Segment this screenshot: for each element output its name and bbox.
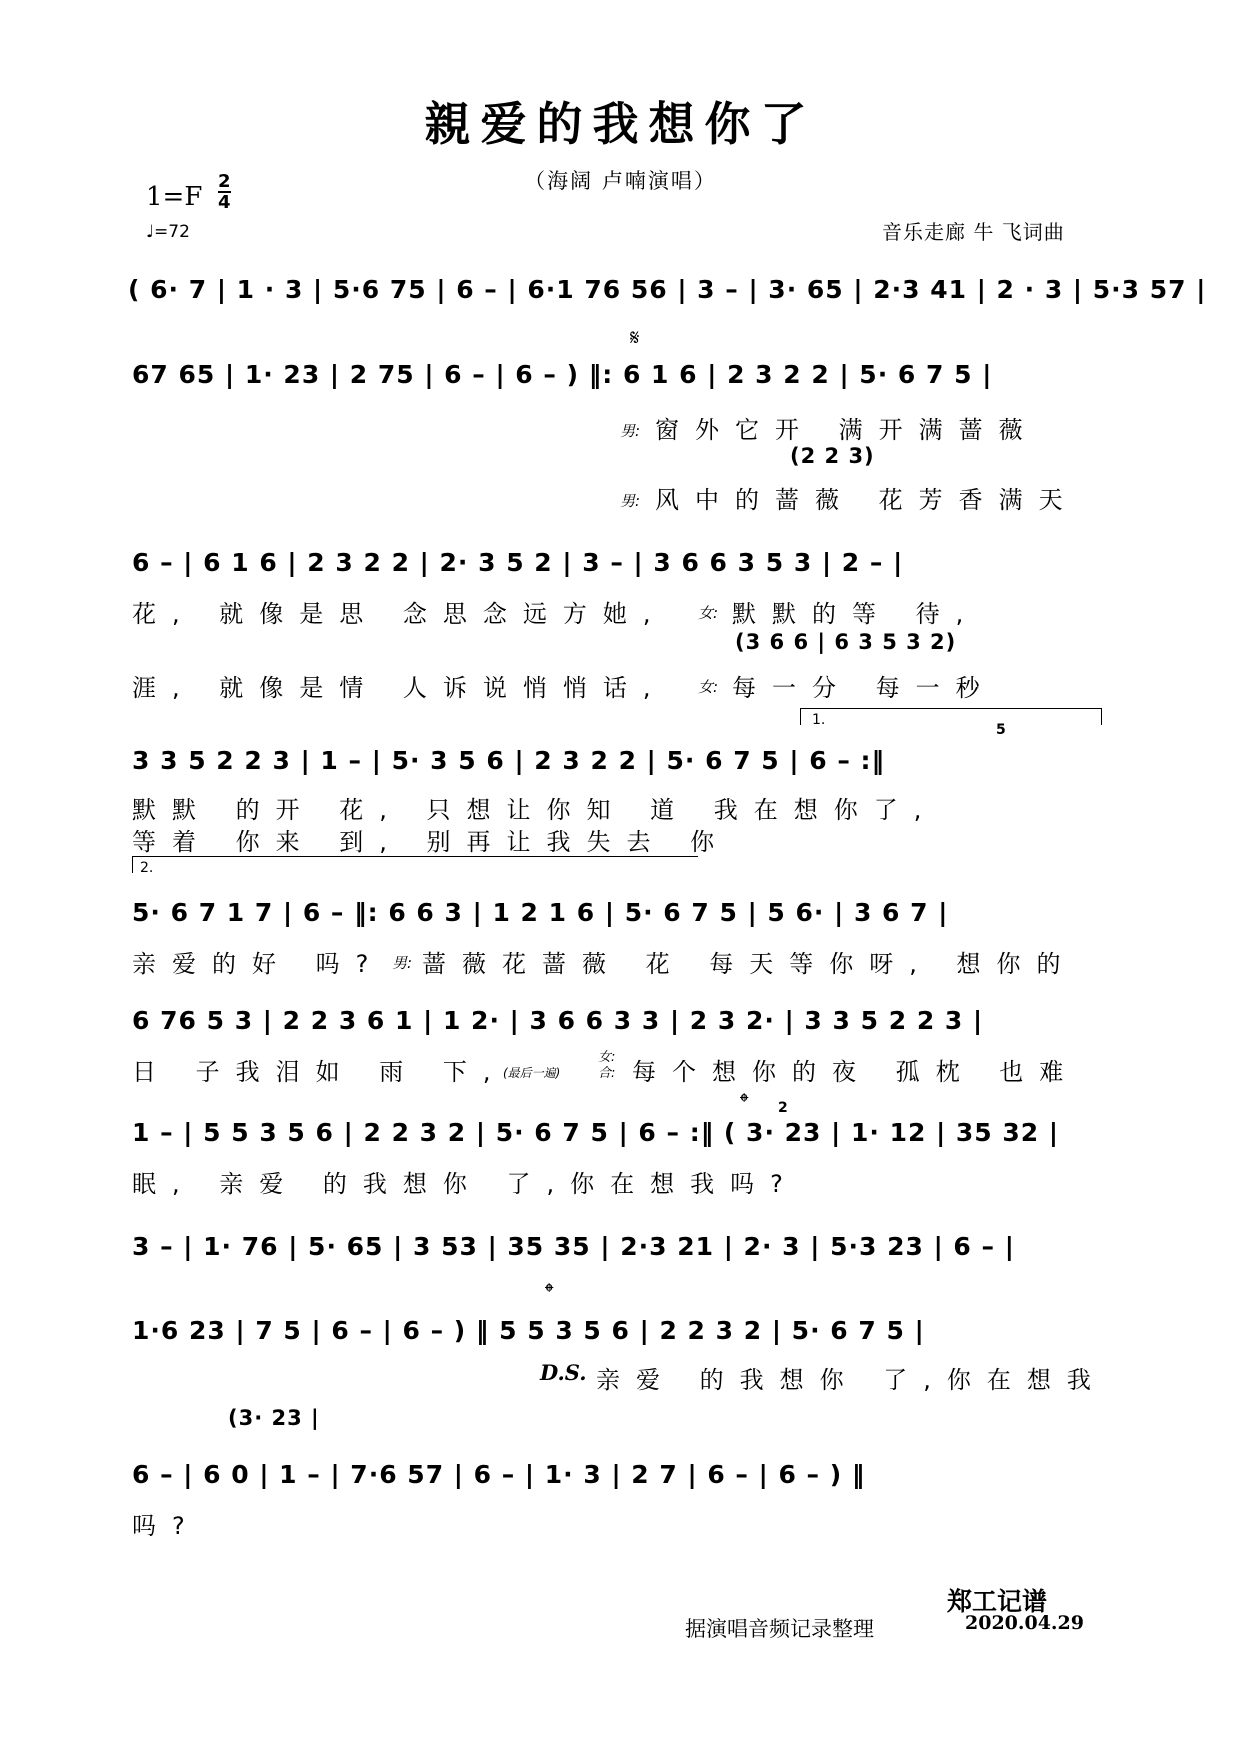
system-9-lyric1: 亲爱 的我想你 了,你在想我 bbox=[596, 1366, 1107, 1394]
system-2-lyric2-prefix: 男: bbox=[620, 492, 641, 510]
page-title: 親爱的我想你了 bbox=[424, 97, 817, 151]
system-4-lyric2: 等着 你来 到, 别再让我失去 你 bbox=[132, 828, 731, 856]
volta-2-bracket bbox=[132, 856, 698, 873]
system-3-lyric1-prefix: 女: bbox=[698, 604, 719, 622]
chorus-prefix: 合: bbox=[598, 1066, 616, 1081]
system-9-notes: 1·6 23 | 7 5 | 6 – | 6 – ) ‖ 5 5 3 5 6 | 2 2 3 2 | 5· 6 7 5 | bbox=[132, 1316, 925, 1345]
performer-subtitle: （海阔 卢喃演唱） bbox=[524, 169, 717, 193]
system-3-lyric1b: 默默的等 待, bbox=[732, 600, 980, 628]
segno-sign: 𝄋 bbox=[630, 326, 640, 351]
time-signature bbox=[218, 172, 231, 212]
system-6-lyric1: 日 子我泪如 雨 下, bbox=[132, 1058, 507, 1086]
system-3-lyric2b: 每一分 每一秒 bbox=[732, 674, 996, 702]
volta-2-label: 2. bbox=[140, 860, 154, 876]
system-2-lyric2: 风中的蔷薇 花芳香满天 bbox=[655, 486, 1079, 514]
transcription-note: 据演唱音频记录整理 bbox=[685, 1617, 874, 1641]
system-10-lyric1: 吗? bbox=[132, 1512, 201, 1540]
system-3-notes: 6 – | 6 1 6 | 2 3 2 2 | 2· 3 5 2 | 3 – | 3 6 6 3 5 3 | 2 – | bbox=[132, 548, 904, 577]
author-credit: 音乐走廊 牛 飞词曲 bbox=[882, 220, 1065, 244]
system-2-notes: 67 65 | 1· 23 | 2 75 | 6 – | 6 – ) ‖: 6 1 6 | 2 3 2 2 | 5· 6 7 5 | bbox=[132, 360, 993, 389]
system-5-lyric1a: 亲爱的好 吗? bbox=[132, 950, 385, 978]
system-6-notes: 6 76 5 3 | 2 2 3 6 1 | 1 2· | 3 6 6 3 3 | 2 3 2· | 3 3 5 2 2 3 | bbox=[132, 1006, 984, 1035]
transcription-date: 2020.04.29 bbox=[965, 1612, 1084, 1634]
tempo-marking: ♩=72 bbox=[146, 222, 190, 242]
system-2-lyric1: 窗外它开 满开满蔷薇 bbox=[655, 416, 1039, 444]
system-7-lyric1: 眠, 亲爱 的我想你 了,你在想我吗? bbox=[132, 1170, 799, 1198]
time-signature-denominator: 4 bbox=[218, 192, 231, 213]
coda-sign: 𝄌 bbox=[740, 1088, 749, 1116]
system-10-notes: 6 – | 6 0 | 1 – | 7·6 57 | 6 – | 1· 3 | 2 7 | 6 – | 6 – ) ‖ bbox=[132, 1460, 866, 1489]
grace-note-2: 2 bbox=[778, 1100, 788, 1116]
system-4-lyric1: 默默 的开 花, 只想让你知 道 我在想你了, bbox=[132, 796, 938, 824]
system-3-alt-notes: (3 6 6 | 6 3 5 3 2) bbox=[735, 630, 957, 654]
dal-segno: D.S. bbox=[540, 1360, 587, 1385]
coda-sign-2: 𝄌 bbox=[545, 1278, 554, 1306]
system-3-lyric1: 花, 就像是思 念思念远方她, bbox=[132, 600, 667, 628]
system-7-notes: 1 – | 5 5 3 5 6 | 2 2 3 2 | 5· 6 7 5 | 6 – :‖ ( 3· 23 | 1· 12 | 35 32 | bbox=[132, 1118, 1060, 1147]
system-1-notes: ( 6· 7 | 1 · 3 | 5·6 75 | 6 – | 6·1 76 56 | 3 – | 3· 65 | 2·3 41 | 2 · 3 | 5·3 57 | bbox=[128, 275, 1207, 304]
system-3-lyric2: 涯, 就像是情 人诉说悄悄话, bbox=[132, 674, 667, 702]
last-time-note: (最后一遍) bbox=[503, 1066, 561, 1080]
transcriber-mark: 郑工记谱 bbox=[947, 1587, 1048, 1616]
system-5-lyric1-prefix: 男: bbox=[392, 954, 413, 972]
system-6-lyric1b: 每个想你的夜 孤枕 也难 bbox=[632, 1058, 1080, 1086]
system-2-alt-notes: (2 2 3) bbox=[790, 444, 875, 468]
key-signature: 1=F bbox=[146, 182, 203, 212]
grace-note: 5 bbox=[996, 722, 1006, 738]
system-8-notes: 3 – | 1· 76 | 5· 65 | 3 53 | 35 35 | 2·3 21 | 2· 3 | 5·3 23 | 6 – | bbox=[132, 1232, 1015, 1261]
system-10-alt-notes: (3· 23 | bbox=[228, 1406, 320, 1430]
volta-1-label: 1. bbox=[812, 712, 826, 728]
female-prefix: 女: bbox=[598, 1050, 616, 1065]
system-3-lyric2-prefix: 女: bbox=[698, 678, 719, 696]
system-5-lyric1: 蔷薇花蔷薇 花 每天等你呀, 想你的 bbox=[422, 950, 1077, 978]
volta-1-bracket bbox=[800, 708, 1102, 725]
system-4-notes: 3 3 5 2 2 3 | 1 – | 5· 3 5 6 | 2 3 2 2 | 5· 6 7 5 | 6 – :‖ bbox=[132, 746, 886, 775]
time-signature-numerator: 2 bbox=[218, 171, 231, 192]
system-2-lyric1-prefix: 男: bbox=[620, 422, 641, 440]
system-5-notes: 5· 6 7 1 7 | 6 – ‖: 6 6 3 | 1 2 1 6 | 5· 6 7 5 | 5 6· | 3 6 7 | bbox=[132, 898, 949, 927]
